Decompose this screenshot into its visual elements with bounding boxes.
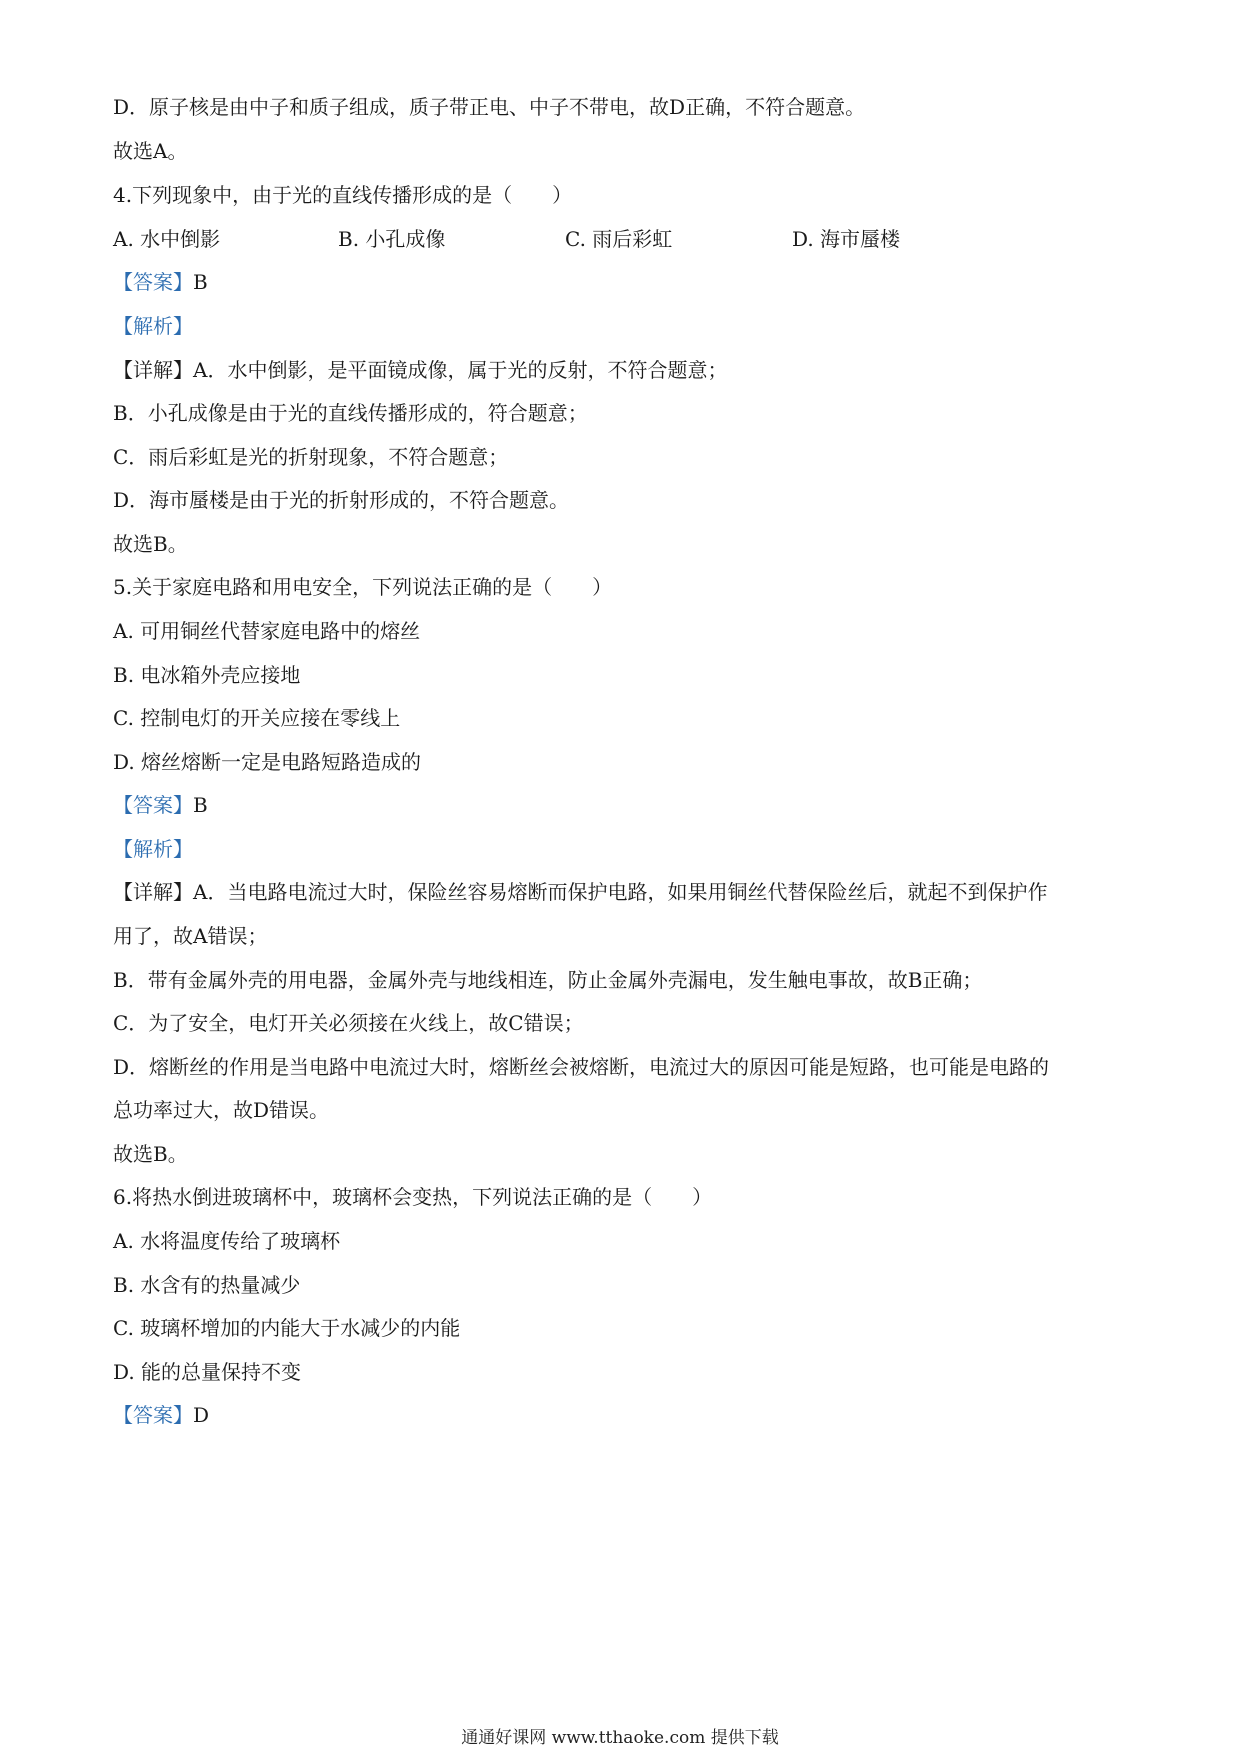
q5-detail-c: C．为了安全，电灯开关必须接在火线上，故C错误； (113, 1011, 584, 1035)
answer-value: B (193, 793, 208, 817)
q5-option-d: D. 熔丝熔断一定是电路短路造成的 (113, 750, 422, 774)
answer-tag: 【答案】 (113, 1403, 193, 1427)
q4-option-c: C. 雨后彩虹 (565, 227, 673, 251)
q6-option-a: A. 水将温度传给了玻璃杯 (113, 1229, 341, 1253)
q5-option-a: A. 可用铜丝代替家庭电路中的熔丝 (113, 619, 421, 643)
answer-tag: 【答案】 (113, 270, 193, 294)
q4-option-a: A. 水中倒影 (113, 227, 221, 251)
analysis-tag: 【解析】 (113, 837, 193, 861)
q4-detail-d: D．海市蜃楼是由于光的折射形成的，不符合题意。 (113, 488, 570, 512)
q6-answer (113, 1401, 209, 1429)
q4-option-b: B. 小孔成像 (338, 227, 446, 251)
q4-detail-b: B．小孔成像是由于光的直线传播形成的，符合题意； (113, 401, 588, 425)
q4-conclusion: 故选B。 (113, 532, 188, 556)
q4-detail-a: 【详解】A．水中倒影，是平面镜成像，属于光的反射，不符合题意； (113, 358, 728, 382)
q6-option-c: C. 玻璃杯增加的内能大于水减少的内能 (113, 1316, 461, 1340)
q4-answer (113, 268, 208, 296)
q5-stem: 5.关于家庭电路和用电安全，下列说法正确的是（ ） (113, 575, 613, 599)
q5-detail-b: B．带有金属外壳的用电器，金属外壳与地线相连，防止金属外壳漏电，发生触电事故，故B正确； (113, 968, 983, 992)
q3-conclusion: 故选A。 (113, 139, 188, 163)
q4-options (113, 225, 1133, 253)
q6-option-d: D. 能的总量保持不变 (113, 1360, 302, 1384)
q5-analysis-heading (113, 835, 193, 863)
analysis-tag: 【解析】 (113, 314, 193, 338)
q5-option-c: C. 控制电灯的开关应接在零线上 (113, 706, 401, 730)
q5-option-b: B. 电冰箱外壳应接地 (113, 663, 301, 687)
footer-source: 通通好课网 www.tthaoke.com 提供下载 (461, 1728, 779, 1748)
q3-option-d-explanation: D．原子核是由中子和质子组成，质子带正电、中子不带电，故D正确，不符合题意。 (113, 95, 866, 119)
q5-detail-d-line2: 总功率过大，故D错误。 (113, 1098, 330, 1122)
q4-analysis-heading (113, 312, 193, 340)
q6-stem: 6.将热水倒进玻璃杯中，玻璃杯会变热，下列说法正确的是（ ） (113, 1185, 713, 1209)
q5-answer (113, 791, 208, 819)
q4-detail-c: C．雨后彩虹是光的折射现象，不符合题意； (113, 445, 509, 469)
answer-value: D (193, 1403, 210, 1427)
q5-detail-a-line2: 用了，故A错误； (113, 924, 268, 948)
q5-detail-a-line1: 【详解】A．当电路电流过大时，保险丝容易熔断而保护电路，如果用铜丝代替保险丝后，就起不到保护作 (113, 880, 1048, 904)
q5-detail-d-line1: D．熔断丝的作用是当电路中电流过大时，熔断丝会被熔断，电流过大的原因可能是短路，也可能是电路的 (113, 1055, 1050, 1079)
q6-option-b: B. 水含有的热量减少 (113, 1273, 301, 1297)
q4-stem: 4.下列现象中，由于光的直线传播形成的是（ ） (113, 183, 573, 207)
answer-value: B (193, 270, 208, 294)
answer-tag: 【答案】 (113, 793, 193, 817)
q4-option-d: D. 海市蜃楼 (792, 227, 901, 251)
q5-conclusion: 故选B。 (113, 1142, 188, 1166)
